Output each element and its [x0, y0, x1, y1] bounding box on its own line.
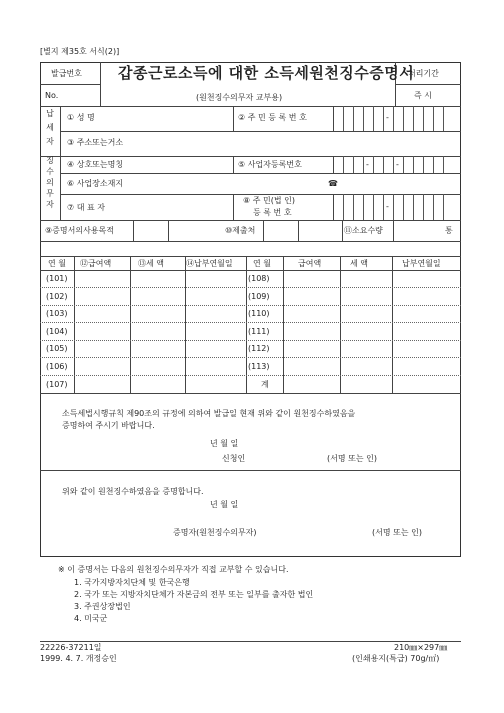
processing-value: 즉 시	[414, 91, 432, 100]
page-title: 갑종근로소득에 대한 소득세원천징수증명서	[118, 64, 415, 82]
table-row: (107)	[46, 380, 68, 389]
col-year-month: 연 월	[48, 259, 66, 268]
notes-item: 3. 주권상장법인	[74, 602, 131, 611]
table-row: (109)	[248, 292, 270, 301]
resident-no-label: ② 주 민 등 록 번 호	[238, 113, 307, 122]
table-row: (104)	[46, 327, 68, 336]
rep-field[interactable]	[130, 194, 230, 220]
no-label: No.	[45, 91, 59, 100]
table-row: (108)	[248, 274, 270, 283]
certify-date: 년 월 일	[210, 500, 239, 509]
notes-item: 2. 국가 또는 지방자치단체가 자본금의 전부 또는 일부를 출자한 법인	[74, 590, 314, 599]
footer-paper: (인쇄용지(특급) 70g/㎡)	[352, 654, 440, 663]
col-salary-2: 급여액	[298, 259, 322, 268]
purpose-field[interactable]	[134, 221, 222, 240]
certify-text: 위와 같이 원천징수하였음을 증명합니다.	[62, 487, 204, 496]
footer-approval: 1999. 4. 7. 개정승인	[40, 654, 117, 663]
address-label: ③ 주소또는거소	[67, 138, 124, 147]
resident-no-field[interactable]: -	[333, 106, 461, 131]
request-text-2: 증명하여 주시기 바랍니다.	[62, 421, 155, 430]
applicant-sign: (서명 또는 인)	[327, 454, 377, 463]
col-pay-date: ⑭납부연월일	[186, 259, 233, 268]
issue-no-label: 발급번호	[51, 69, 82, 78]
company-field[interactable]	[130, 156, 230, 173]
col-year-month-2: 연 월	[253, 259, 271, 268]
address-field[interactable]	[130, 131, 460, 156]
col-tax: ⑬세 액	[138, 259, 164, 268]
certifier-sign: (서명 또는 인)	[372, 528, 422, 537]
taxpayer-section-label: 납 세 자	[46, 109, 54, 146]
table-row: (105)	[46, 344, 68, 353]
footer-size: 210㎜×297㎜	[394, 643, 448, 652]
table-total: 계	[261, 380, 269, 389]
table-row: (101)	[46, 274, 68, 283]
name-label: ① 성 명	[67, 113, 95, 122]
qty-unit: 통	[445, 226, 453, 235]
biz-addr-field[interactable]	[130, 173, 320, 194]
certifier-field[interactable]	[270, 525, 365, 539]
request-date: 년 월 일	[210, 439, 239, 448]
corp-no-label: ⑧ 주 민(법 인)	[243, 196, 295, 205]
corp-no-label-2: 등 록 번 호	[253, 208, 292, 217]
footer-code: 22226-37211일	[40, 643, 102, 652]
table-row: (106)	[46, 362, 68, 371]
request-text: 소득세법시행규칙 제90조의 규정에 의하여 발급일 현재 위와 같이 원천징수하였음을	[62, 409, 356, 418]
biz-addr-label: ⑥ 사업장소재지	[67, 179, 124, 188]
col-salary: ⑫급여액	[80, 259, 112, 268]
purpose-label: ⑨증명서의사용목적	[45, 226, 114, 235]
table-row: (103)	[46, 309, 68, 318]
phone-icon: ☎	[328, 179, 338, 188]
name-field[interactable]	[100, 106, 230, 131]
table-row: (113)	[248, 362, 270, 371]
table-row: (112)	[248, 344, 270, 353]
submit-label: ⑩제출처	[225, 226, 256, 235]
biz-no-label: ⑤ 사업자등록번호	[238, 160, 302, 169]
table-row: (102)	[46, 292, 68, 301]
submit-field[interactable]	[264, 221, 340, 240]
table-row: (110)	[248, 309, 270, 318]
qty-field[interactable]	[394, 221, 442, 240]
withholder-section-label: 징 수 의 무 자	[46, 156, 54, 209]
qty-label: ⑪소요수량	[344, 226, 383, 235]
col-pay-date-2: 납부연월일	[402, 259, 441, 268]
table-row: (111)	[248, 327, 270, 336]
rep-label: ⑦ 대 표 자	[67, 203, 105, 212]
applicant-field[interactable]	[252, 451, 322, 465]
certifier-label: 증명자(원천징수의무자)	[173, 528, 257, 537]
notes-item: 1. 국가지방자치단체 및 한국은행	[74, 578, 190, 587]
corp-no-field[interactable]: -	[333, 194, 461, 220]
notes-intro: ※ 이 증명서는 다음의 원천징수의무자가 직접 교부할 수 있습니다.	[58, 565, 289, 574]
notes-item: 4. 미국군	[74, 614, 108, 623]
applicant-label: 신청인	[222, 454, 246, 463]
biz-no-field[interactable]: - -	[333, 156, 461, 173]
col-tax-2: 세 액	[350, 259, 368, 268]
company-label: ④ 상호또는명칭	[67, 160, 124, 169]
form-id: [별지 제35호 서식(2)]	[40, 47, 120, 56]
processing-label: 처리기간	[408, 69, 439, 78]
subtitle: (원천징수의무자 교부용)	[196, 93, 283, 102]
